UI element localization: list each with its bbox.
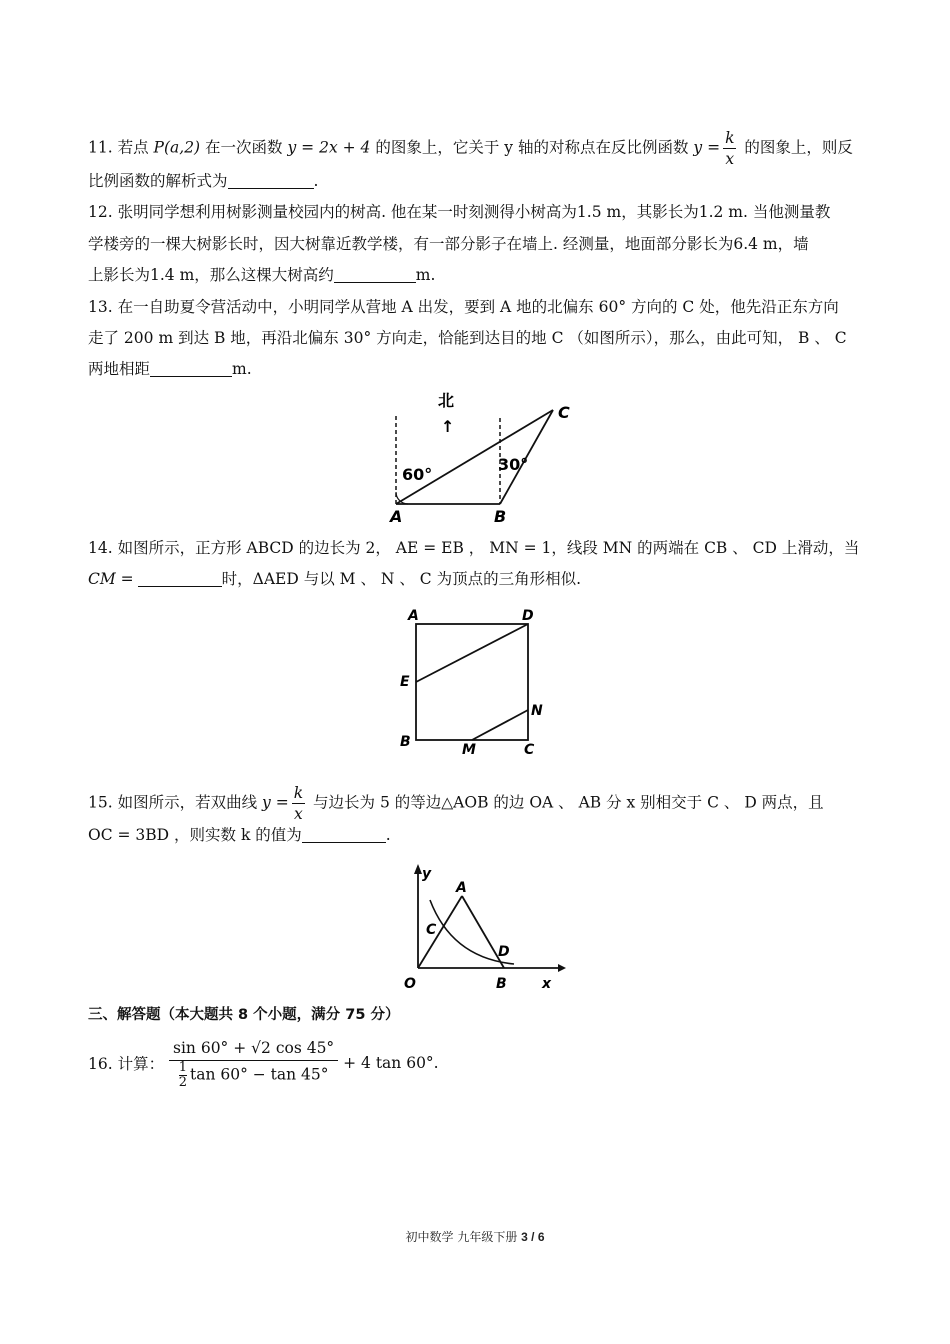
page-footer	[0, 1228, 950, 1245]
q12-line1: 12. 张明同学想利用树影测量校园内的树高. 他在某一时刻测得小树高为1.5 m，其影长为1.2 m. 当他测量教	[88, 203, 831, 221]
q11-line2: 比例函数的解析式为 .	[88, 172, 319, 190]
north-label: 北	[438, 391, 455, 410]
answer-blank-q15[interactable]	[302, 826, 386, 843]
axis-y-label: y	[422, 866, 432, 882]
sq-c-label: C	[524, 742, 535, 758]
q16-numerator: sin 60° + √2 cos 45°	[169, 1036, 338, 1061]
point-c-label: C	[558, 403, 570, 422]
point-b-label: B	[494, 507, 507, 526]
sq-m-label: M	[462, 742, 476, 758]
section-3-heading: 三、解答题（本大题共 8 个小题，满分 75 分）	[88, 1007, 400, 1023]
answer-blank-q12[interactable]	[334, 266, 416, 283]
axis-x-label: x	[542, 976, 552, 992]
origin-label: O	[404, 976, 416, 992]
q11-number: 11.	[88, 138, 113, 157]
sq-b-label: B	[400, 734, 411, 750]
q13-line1: 13. 在一自助夏令营活动中，小明同学从营地 A 出发，要到 A 地的北偏东 60° 方向的 C 处，他先沿正东方向	[88, 298, 839, 316]
sq-a-label: A	[408, 608, 419, 624]
answer-blank-q14[interactable]	[138, 570, 222, 587]
q14-line2: CM = 时，ΔAED 与以 M 、 N 、 C 为顶点的三角形相似.	[88, 570, 581, 588]
q14-line1: 14. 如图所示，正方形 ABCD 的边长为 2， AE = EB ， MN = 1，线段 MN 的两端在 CB 、 CD 上滑动，当	[88, 539, 860, 557]
point-p: P(a,2)	[153, 138, 201, 157]
q13-figure	[380, 388, 600, 528]
q12-line3: 上影长为1.4 m，那么这棵大树高约 m.	[88, 266, 436, 284]
fraction-k-over-x-q15: $\frac{k}{x}$	[293, 784, 304, 823]
angle-30-label: 30°	[498, 455, 529, 474]
angle-60-label: 60°	[402, 465, 433, 484]
q15-line2: OC = 3BD ，则实数 k 的值为 .	[88, 826, 391, 844]
sq-e-label: E	[400, 674, 410, 690]
page-number: 3 / 6	[521, 1230, 545, 1244]
fraction-k-over-x: $\frac{k}{x}$	[725, 129, 735, 168]
q16-tail: + 4 tan 60°.	[343, 1054, 439, 1072]
q14-figure	[394, 604, 554, 760]
q11-line1: 11. 若点 P(a,2) 在一次函数 y = 2x + 4 的图象上，它关于 y 轴的对称点在反比例函数 y = $\frac{k}{x}$ 的图象上，则反	[88, 129, 853, 168]
q16-expression	[169, 1036, 338, 1090]
q13-line2: 走了 200 m 到达 B 地，再沿北偏东 30° 方向走，恰能到达目的地 C （如图所示），那么，由此可知， B 、 C	[88, 329, 847, 347]
north-arrow: ↑	[441, 417, 455, 436]
tri-b-label: B	[496, 976, 507, 992]
curve-d-label: D	[498, 944, 510, 960]
sq-n-label: N	[531, 703, 543, 719]
q16-denominator: $\frac{1}{2}$ tan 60° − tan 45°	[178, 1060, 329, 1090]
point-a-label: A	[390, 507, 403, 526]
curve-c-label: C	[426, 922, 437, 938]
q16-line: 16. 计算： sin 60° + √2 cos 45° $\frac{1}{2}$ tan 60° − tan 45° + 4 tan 60°.	[88, 1036, 439, 1090]
q13-line3: 两地相距 m.	[88, 360, 252, 378]
q12-line2: 学楼旁的一棵大树影长时，因大树靠近教学楼，有一部分影子在墙上. 经测量，地面部分影长为6.4 m，墙	[88, 235, 809, 253]
linear-function: y = 2x + 4	[287, 138, 371, 157]
answer-blank-q11[interactable]	[228, 172, 314, 189]
q15-line1: 15. 如图所示，若双曲线 y = $\frac{k}{x}$ 与边长为 5 的等边△AOB 的边 OA 、 AB 分 x 别相交于 C 、 D 两点，且	[88, 784, 824, 823]
q15-figure	[392, 860, 572, 998]
answer-blank-q13[interactable]	[150, 360, 232, 377]
tri-a-label: A	[456, 880, 467, 896]
footer-title: 初中数学 九年级下册	[405, 1230, 522, 1244]
sq-d-label: D	[522, 608, 534, 624]
